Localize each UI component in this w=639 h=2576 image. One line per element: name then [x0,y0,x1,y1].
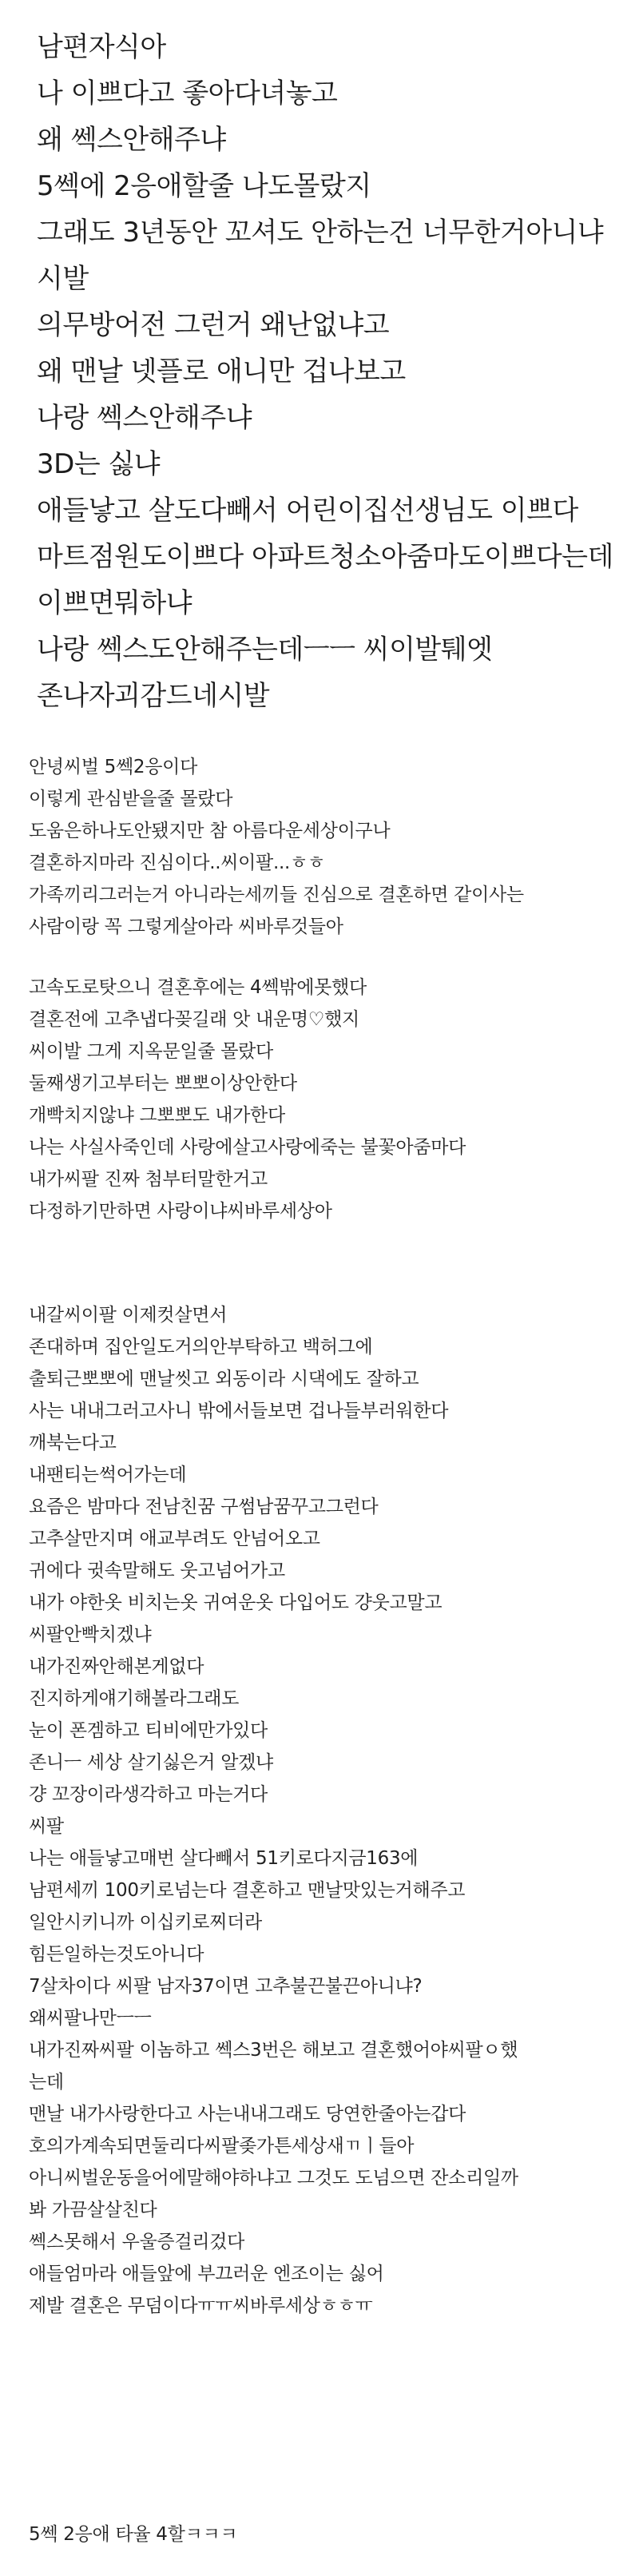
text-line: 일안시키니까 이십키로찌더라 [29,1912,262,1933]
text-line: 내가 야한옷 비치는옷 귀여운옷 다입어도 걍웃고말고 [29,1592,443,1613]
paragraph-1 [29,751,620,943]
text-line: 사는 내내그러고사니 밖에서들보면 겁나들부러워한다 [29,1401,449,1421]
text-line: 존니ㅡ 세상 살기싫은거 알겠냐 [29,1752,273,1773]
text-line: 7살차이다 씨팔 남자37이면 고추불끈불끈아니냐? [29,1976,423,1997]
text-line: 내팬티는썩어가는데 [29,1465,187,1485]
text-line: 이쁘면뭐하냐 [37,587,192,619]
text-line: 힘든일하는것도아니다 [29,1944,204,1965]
text-line: 도움은하나도안됐지만 참 아름다운세상이구나 [29,821,391,841]
text-line: 결혼하지마라 진심이다..씨이팔...ㅎㅎ [29,853,325,873]
text-line: 씨팔 [29,1816,64,1837]
text-line: 진지하게얘기해볼라그래도 [29,1688,240,1709]
text-line: 개빡치지않냐 그뽀뽀도 내가한다 [29,1105,285,1126]
text-line: 시발 [37,263,89,295]
text-line: 둘째생기고부터는 뽀뽀이상안한다 [29,1073,297,1094]
text-line: 쎅스못해서 우울증걸리겄다 [29,2232,245,2252]
footer-line [29,2518,620,2550]
text-line: 요즘은 밤마다 전남친꿈 구썸남꿈꾸고그런다 [29,1497,379,1517]
text-line: 남편자식아 [37,31,166,63]
text-line: 는데 [29,2072,64,2093]
text-line: 내가진짜안해본게없다 [29,1656,204,1677]
text-line: 애들엄마라 애들앞에 부끄러운 엔조이는 싫어 [29,2264,384,2284]
text-line: 이렇게 관심받을줄 몰랐다 [29,789,233,809]
text-line: 걍 꼬장이라생각하고 마는거다 [29,1784,268,1805]
text-line: 마트점원도이쁘다 아파트청소아줌마도이쁘다는데 [37,541,613,573]
text-line: 안녕씨벌 5쎅2응이다 [29,757,198,777]
text-line: 깨북는다고 [29,1433,117,1453]
text-line: 고속도로탓으니 결혼후에는 4쎅밖에못했다 [29,977,367,998]
text-line: 존나자괴감드네시발 [37,680,270,712]
text-line: 내갈씨이팔 이제컷살면서 [29,1305,228,1326]
text-line: 왜씨팔나만ㅡㅡ [29,2008,152,2029]
text-line: 나는 사실사죽인데 사랑에살고사랑에죽는 불꽃아줌마다 [29,1137,466,1158]
text-line: 나는 애들낳고매번 살다빼서 51키로다지금163에 [29,1848,419,1869]
text-line: 왜 맨날 넷플로 애니만 겁나보고 [37,356,406,388]
handwritten-text-block [37,24,628,719]
text-line: 사람이랑 꼭 그렇게살아라 씨바루것들아 [29,916,343,937]
text-line: 나 이쁘다고 좋아다녀놓고 [37,78,338,109]
text-line: 결혼전에 고추냅다꽂길래 앗 내운명♡했지 [29,1009,359,1030]
text-line: 고추살만지며 애교부려도 안넘어오고 [29,1529,320,1549]
text-line: 제발 결혼은 무덤이다ㅠㅠ씨바루세상ㅎㅎㅠ [29,2296,373,2316]
text-line: 맨날 내가사랑한다고 사는내내그래도 당연한줄아는갑다 [29,2104,466,2125]
text-line: 5쎅에 2응애할줄 나도몰랐지 [37,170,371,202]
text-line: 3D는 싫냐 [37,448,161,480]
text-line: 씨이발 그게 지옥문일줄 몰랐다 [29,1041,273,1062]
text-line: 왜 쎅스안해주냐 [37,124,226,156]
text-line: 그래도 3년동안 꼬셔도 안하는건 너무한거아니냐 [37,217,604,248]
text-line: 의무방어전 그런거 왜난없냐고 [37,309,390,341]
text-line: 씨팔안빡치겠냐 [29,1624,152,1645]
text-line: 존대하며 집안일도거의안부탁하고 백허그에 [29,1337,373,1358]
text-line: 나랑 쎅스안해주냐 [37,402,252,434]
paragraph-2 [29,972,620,1227]
text-line: 남편세끼 100키로넘는다 결혼하고 맨날맛있는거해주고 [29,1880,466,1901]
text-line: 호의가계속되면둘리다씨팔좆가튼세상새ㄲㅣ들아 [29,2136,415,2157]
text-line: 아니씨벌운동을어에말해야하냐고 그것도 도넘으면 잔소리일까 [29,2168,518,2188]
text-line: 가족끼리그러는거 아니라는세끼들 진심으로 결혼하면 같이사는 [29,885,524,905]
text-line: 출퇴근뽀뽀에 맨날씻고 외동이라 시댁에도 잘하고 [29,1369,419,1389]
text-line: 눈이 폰겜하고 티비에만가있다 [29,1720,268,1741]
text-line: 내가씨팔 진짜 첨부터말한거고 [29,1169,268,1190]
text-line: 5쎅 2응애 타율 4할ㅋㅋㅋ [29,2524,238,2545]
text-line: 나랑 쎅스도안해주는데ㅡㅡ 씨이발퉤엣 [37,634,493,666]
text-line: 애들낳고 살도다빼서 어린이집선생님도 이쁘다 [37,495,578,527]
text-line: 내가진짜씨팔 이놈하고 쎅스3번은 해보고 결혼했어야씨팔ㅇ했 [29,2040,518,2061]
paragraph-3 [29,1299,620,2322]
text-line: 봐 가끔살살친다 [29,2200,157,2220]
text-line: 귀에다 귓속말해도 웃고넘어가고 [29,1560,285,1581]
text-line: 다정하기만하면 사랑이냐씨바루세상아 [29,1201,332,1222]
